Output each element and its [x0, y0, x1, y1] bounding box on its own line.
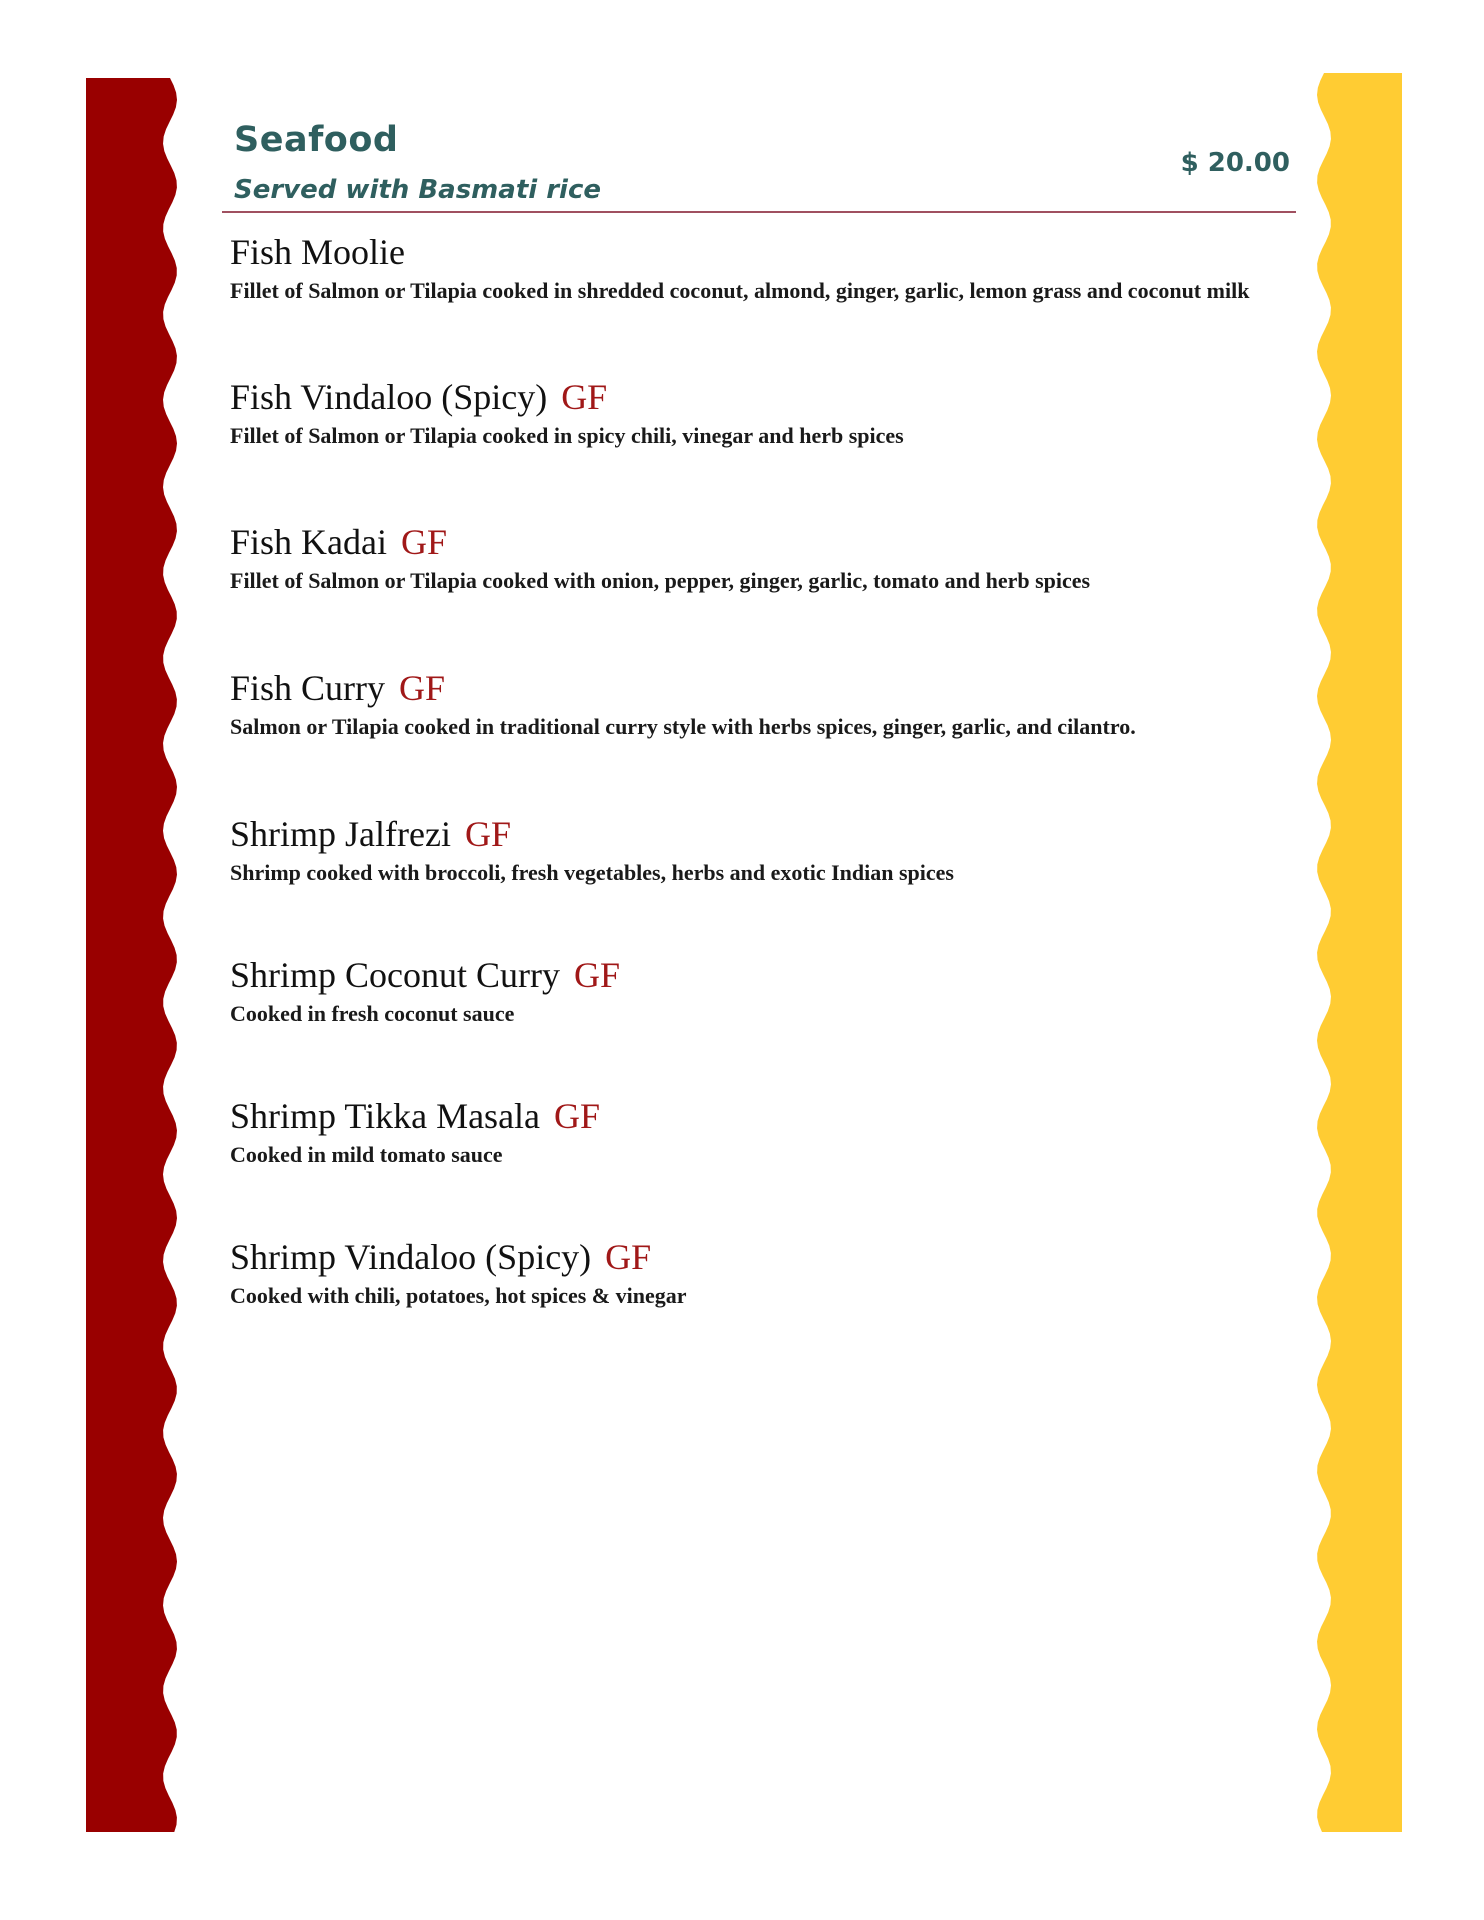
- item-description: Cooked with chili, potatoes, hot spices & vinegar: [230, 1283, 687, 1308]
- item-description: Fillet of Salmon or Tilapia cooked with onion, pepper, ginger, garlic, tomato and herb spices: [230, 568, 1091, 593]
- item-description: Cooked in fresh coconut sauce: [230, 1001, 515, 1026]
- item-name: Fish Kadai: [230, 522, 387, 562]
- gluten-free-badge: GF: [464, 814, 511, 854]
- item-name: Shrimp Tikka Masala: [230, 1096, 541, 1136]
- menu-item-fish-moolie: [230, 230, 1300, 306]
- header-divider: [222, 211, 1296, 213]
- item-description: Cooked in mild tomato sauce: [230, 1142, 503, 1167]
- section-price: $ 20.00: [1180, 148, 1290, 178]
- item-description: Salmon or Tilapia cooked in traditional curry style with herbs spices, ginger, garlic, and cilantro.: [230, 714, 1136, 739]
- gluten-free-badge: GF: [561, 377, 608, 417]
- gluten-free-badge: GF: [399, 668, 446, 708]
- section-subtitle: Served with Basmati rice: [234, 175, 601, 205]
- item-name: Shrimp Vindaloo (Spicy): [230, 1237, 592, 1277]
- menu-item-fish-vindaloo: [230, 375, 1300, 451]
- menu-item-fish-curry: [230, 666, 1300, 742]
- menu-item-shrimp-vindaloo: [230, 1235, 1300, 1311]
- menu-item-shrimp-jalfrezi: [230, 812, 1300, 888]
- item-name: Shrimp Coconut Curry: [230, 955, 560, 995]
- menu-item-shrimp-tikka-masala: [230, 1094, 1300, 1170]
- gluten-free-badge: GF: [574, 955, 621, 995]
- gluten-free-badge: GF: [605, 1237, 652, 1277]
- item-name: Fish Moolie: [230, 232, 406, 272]
- item-name: Fish Curry: [230, 668, 386, 708]
- item-description: Shrimp cooked with broccoli, fresh vegetables, herbs and exotic Indian spices: [230, 860, 954, 885]
- gluten-free-badge: GF: [554, 1096, 601, 1136]
- item-description: Fillet of Salmon or Tilapia cooked in spicy chili, vinegar and herb spices: [230, 423, 904, 448]
- item-name: Shrimp Jalfrezi: [230, 814, 451, 854]
- item-name: Fish Vindaloo (Spicy): [230, 377, 548, 417]
- menu-item-fish-kadai: [230, 520, 1300, 596]
- section-title: Seafood: [234, 120, 399, 160]
- item-description: Fillet of Salmon or Tilapia cooked in shredded coconut, almond, ginger, garlic, lemon grass and coconut milk: [230, 278, 1250, 303]
- menu-item-shrimp-coconut-curry: [230, 953, 1300, 1029]
- gluten-free-badge: GF: [401, 522, 448, 562]
